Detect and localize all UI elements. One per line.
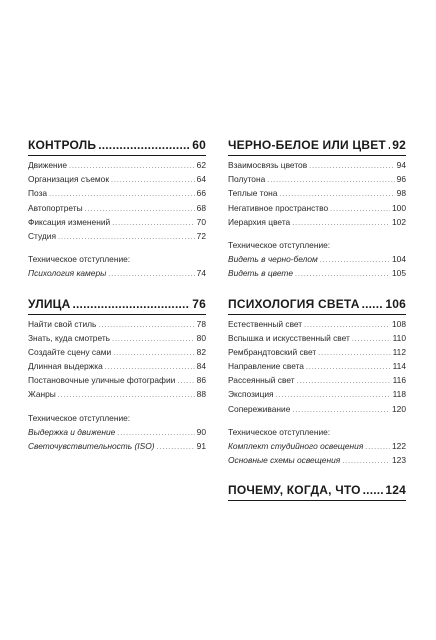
entry-page-number: 104 (392, 254, 406, 265)
tech-entry[interactable] (228, 266, 406, 280)
toc-entry[interactable] (28, 345, 206, 359)
entry-page-number: 68 (196, 202, 206, 213)
entry-label: Длинная выдержка (28, 361, 103, 372)
entry-label: Организация съемок (28, 174, 109, 185)
toc-entry[interactable] (228, 402, 406, 416)
entry-page-number: 66 (196, 188, 206, 199)
dot-leader (98, 319, 194, 333)
dot-leader (58, 389, 195, 403)
dot-leader (297, 375, 391, 389)
dot-leader (352, 333, 391, 347)
dot-leader (112, 217, 194, 231)
entry-page-number: 74 (196, 268, 206, 279)
toc-entry[interactable] (28, 373, 206, 387)
toc-column-left (28, 138, 206, 469)
tech-entry[interactable] (228, 439, 406, 453)
section-title: УЛИЦА (28, 296, 71, 311)
toc-entry[interactable] (228, 387, 406, 401)
entry-label: Светочувствительность (ISO) (28, 441, 155, 452)
toc-section (28, 138, 206, 281)
entry-page-number: 105 (392, 268, 406, 279)
toc-entry[interactable] (228, 359, 406, 373)
tech-digression-heading: Техническое отступление: (28, 254, 131, 265)
tech-digression-heading: Техническое отступление: (228, 239, 331, 250)
entry-label: Иерархия цвета (228, 216, 291, 227)
toc-entry[interactable] (28, 186, 206, 200)
toc-entry[interactable] (228, 201, 406, 215)
section-page-number: 60 (192, 138, 206, 152)
section-title: ПСИХОЛОГИЯ СВЕТА (228, 296, 360, 311)
toc-section (28, 297, 206, 454)
entry-page-number: 80 (196, 332, 206, 343)
entry-page-number: 94 (396, 160, 406, 170)
dot-leader (112, 333, 195, 347)
entry-label: Вспышка и искусственный свет (228, 332, 350, 343)
dot-leader (58, 231, 195, 245)
section-title: ПОЧЕМУ, КОГДА, ЧТО (228, 483, 361, 498)
dot-leader (276, 389, 391, 403)
toc-entry[interactable] (28, 229, 206, 243)
toc-column-right (228, 138, 406, 517)
entry-label: Найти свой стиль (28, 318, 97, 329)
entry-page-number: 102 (392, 216, 406, 227)
section-heading[interactable] (228, 483, 406, 501)
entry-page-number: 62 (196, 160, 206, 170)
toc-entry[interactable] (28, 201, 206, 215)
toc-section (228, 138, 406, 281)
entry-page-number: 123 (392, 455, 406, 466)
entry-label: Жанры (28, 389, 56, 400)
entry-page-number: 98 (396, 188, 406, 199)
tech-entry[interactable] (28, 425, 206, 439)
section-page-number: 92 (392, 138, 406, 152)
dot-leader (108, 268, 194, 282)
dot-leader (292, 217, 390, 231)
section-heading[interactable] (228, 138, 406, 156)
section-page-number: 76 (192, 296, 206, 311)
entry-label: Экспозиция (228, 389, 274, 400)
section-heading[interactable] (228, 297, 406, 315)
entry-label: Выдержка и движение (28, 426, 116, 437)
entry-page-number: 64 (196, 174, 206, 185)
dot-leader (362, 297, 384, 311)
tech-entry[interactable] (28, 439, 206, 453)
entry-label: Комплект студийного освещения (228, 441, 364, 452)
tech-entry[interactable] (28, 266, 206, 280)
entry-page-number: 116 (392, 375, 406, 386)
toc-section (228, 297, 406, 468)
entry-label: Студия (28, 230, 56, 241)
dot-leader (292, 404, 390, 418)
entry-page-number: 118 (392, 389, 406, 400)
dot-leader (330, 203, 390, 217)
entry-label: Негативное пространство (228, 202, 329, 213)
toc-entry[interactable] (228, 331, 406, 345)
entry-label: Движение (28, 160, 68, 170)
dot-leader (113, 347, 194, 361)
dot-leader (306, 361, 391, 375)
entry-page-number: 108 (392, 318, 406, 329)
dot-leader (320, 254, 390, 268)
toc-entry[interactable] (28, 172, 206, 186)
dot-leader (72, 297, 190, 311)
dot-leader (98, 138, 190, 152)
entry-label: Основные схемы освещения (228, 455, 341, 466)
entry-page-number: 112 (392, 346, 406, 357)
entry-label: Рассеянный свет (228, 375, 295, 386)
entry-page-number: 122 (392, 441, 406, 452)
dot-leader (309, 160, 395, 174)
section-title: КОНТРОЛЬ (28, 138, 97, 152)
tech-digression-heading: Техническое отступление: (228, 426, 331, 437)
dot-leader (363, 483, 384, 497)
entry-page-number: 91 (196, 441, 206, 452)
entry-label: Фиксация изменений (28, 216, 111, 227)
toc-entry[interactable] (28, 215, 206, 229)
toc-entry[interactable] (228, 158, 406, 172)
entry-label: Рембрандтовский свет (228, 346, 317, 357)
dot-leader (267, 174, 394, 188)
entry-page-number: 82 (196, 346, 206, 357)
dot-leader (157, 441, 195, 455)
entry-label: Видеть в цвете (228, 268, 294, 279)
toc-entry[interactable] (28, 158, 206, 172)
entry-page-number: 86 (196, 375, 206, 386)
toc-entry[interactable] (228, 172, 406, 186)
toc-entry[interactable] (228, 215, 406, 229)
section-title: ЧЕРНО-БЕЛОЕ ИЛИ ЦВЕТ (228, 138, 386, 152)
entry-label: Сопереживание (228, 403, 291, 414)
entry-label: Создайте сцену сами (28, 346, 112, 357)
dot-leader (318, 347, 390, 361)
entry-label: Взаимосвязь цветов (228, 160, 308, 170)
entry-label: Психология камеры (28, 268, 107, 279)
entry-label: Теплые тона (228, 188, 278, 199)
entry-page-number: 90 (196, 426, 206, 437)
entry-label: Автопортреты (28, 202, 83, 213)
tech-digression-heading: Техническое отступление: (28, 412, 131, 423)
dot-leader (342, 455, 390, 469)
toc-entry[interactable] (28, 331, 206, 345)
entry-label: Естественный свет (228, 318, 303, 329)
toc-section (228, 483, 406, 501)
dot-leader (365, 441, 390, 455)
toc-entry[interactable] (228, 373, 406, 387)
entry-label: Полутона (228, 174, 266, 185)
entry-page-number: 100 (392, 202, 406, 213)
section-page-number: 124 (385, 483, 406, 498)
section-heading[interactable] (28, 138, 206, 156)
entry-label: Поза (28, 188, 48, 199)
dot-leader (295, 268, 390, 282)
tech-entry[interactable] (228, 453, 406, 467)
toc-entry[interactable] (228, 317, 406, 331)
entry-page-number: 70 (196, 216, 206, 227)
entry-page-number: 84 (196, 361, 206, 372)
entry-page-number: 110 (392, 332, 406, 343)
toc-entry[interactable] (28, 317, 206, 331)
dot-leader (177, 375, 194, 389)
toc-entry[interactable] (28, 359, 206, 373)
section-page-number: 106 (385, 296, 406, 311)
entry-label: Знать, куда смотреть (28, 332, 111, 343)
dot-leader (111, 174, 195, 188)
entry-page-number: 114 (392, 361, 406, 372)
toc-entry[interactable] (228, 345, 406, 359)
toc-entry[interactable] (28, 387, 206, 401)
entry-page-number: 78 (196, 318, 206, 329)
dot-leader (388, 138, 390, 152)
entry-label: Постановочные уличные фотографии (28, 375, 176, 386)
entry-page-number: 120 (392, 403, 406, 414)
toc-entry[interactable] (228, 186, 406, 200)
entry-label: Направление света (228, 361, 304, 372)
section-heading[interactable] (28, 297, 206, 315)
entry-page-number: 72 (196, 230, 206, 241)
tech-entry[interactable] (228, 252, 406, 266)
entry-page-number: 96 (396, 174, 406, 185)
entry-label: Видеть в черно-белом (228, 254, 318, 265)
entry-page-number: 88 (196, 389, 206, 400)
